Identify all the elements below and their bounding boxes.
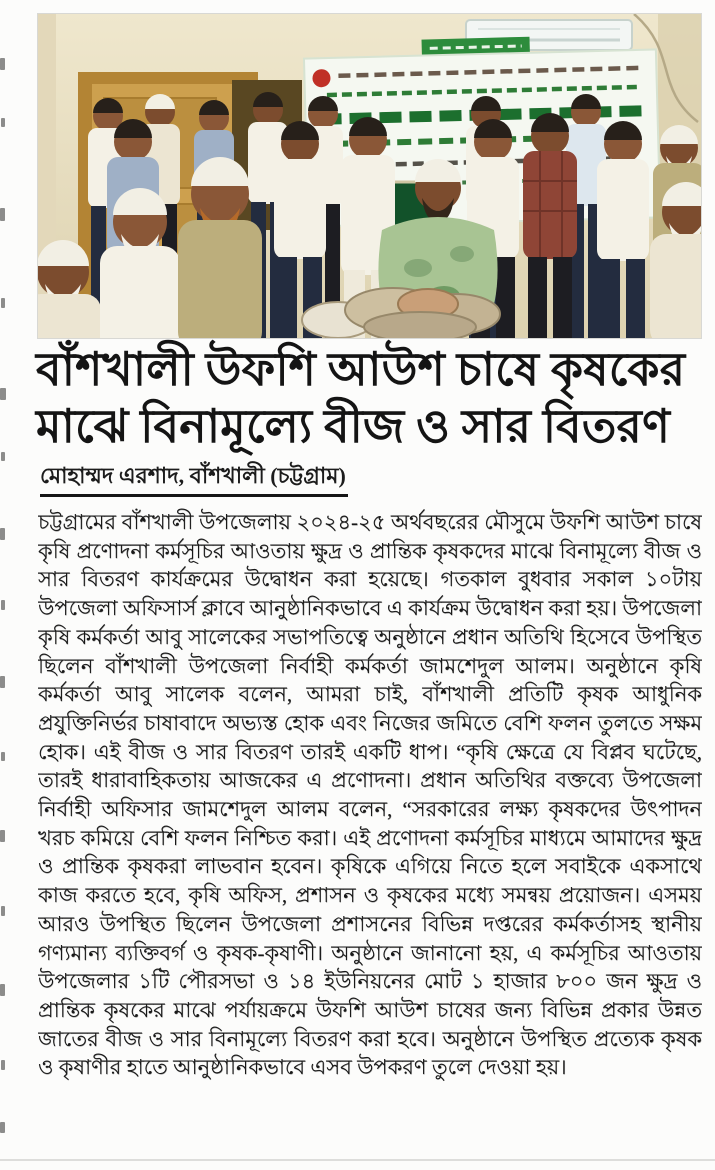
article-body: চট্টগ্রামের বাঁশখালী উপজেলায় ২০২৪-২৫ অর্থবছরের মৌসুমে উফশি আউশ চাষে কৃষি প্রণোদনা কর্মসূচির আওতায় ক্ষুদ্র ও প্রান্তিক কৃষকদের মাঝে বিনামূল্যে বীজ ও সার বিতরণ কার্যক্রমের উদ্বোধন করা হয়েছে। গতকাল বুধবার সকাল ১০টায় উপজেলা অফিসার্স ক্লাবে আনুষ্ঠানিকভাবে এ কার্যক্রম উদ্বোধন করা হয়। উপজেলা কৃষি কর্মকর্তা আবু সালেকের সভাপতিত্বে অনুষ্ঠানে প্রধান অতিথি হিসেবে উপস্থিত ছিলেন বাঁশখালী উপজেলা নির্বাহী কর্মকর্তা জামশেদুল আলম। অনুষ্ঠানে কৃষি কর্মকর্তা আবু সালেক বলেন, আমরা চাই, বাঁশখালী প্রতিটি কৃষক আধুনিক প্রযুক্তিনির্ভর চাষাবাদে অভ্যস্ত হোক এবং নিজের জমিতে বেশি ফলন তুলতে সক্ষম হোক। এই বীজ ও সার বিতরণ তারই একটি ধাপ। “কৃষি ক্ষেত্রে যে বিপ্লব ঘটেছে, তারই ধারাবাহিকতায় আজকের এ প্রণোদনা। প্রধান অতিথির বক্তব্যে উপজেলা নির্বাহী অফিসার জামশেদুল আলম বলেন, “সরকারের লক্ষ্য কৃষকদের উৎপাদন খরচ কমিয়ে বেশি ফলন নিশ্চিত করা। এই প্রণোদনা কর্মসূচির মাধ্যমে আমাদের ক্ষুদ্র ও প্রান্তিক কৃষকরা লাভবান হবেন। কৃষিকে এগিয়ে নিতে হলে সবাইকে একসাথে কাজ করতে হবে, কৃষি অফিস, প্রশাসন ও কৃষকের মধ্যে সমন্বয় প্রয়োজন। এসময় আরও উপস্থিত ছিলেন উপজেলা প্রশাসনের বিভিন্ন দপ্তরের কর্মকর্তাসহ স্থানীয় গণ্যমান্য ব্যক্তিবর্গ ও কৃষক-কৃষাণী। অনুষ্ঠানে জানানো হয়, এ কর্মসূচির আওতায় উপজেলার ১টি পৌরসভা ও ১৪ ইউনিয়নের মোট ১ হাজার ৮০০ জন ক্ষুদ্র ও প্রান্তিক কৃষকের মাঝে পর্যায়ক্রমে উফশি আউশ চাষের জন্য বিভিন্ন প্রকার উন্নত জাতের বীজ ও সার বিনামূল্যে বিতরণ করা হবে। অনুষ্ঠানে উপস্থিত প্রত্যেক কৃষক ও কৃষাণীর হাতে আনুষ্ঠানিকভাবে এসব উপকরণ তুলে দেওয়া হয়। [38,510,702,1080]
photo-illustration [38,14,701,338]
headline-line-2: মাঝে বিনামূল্যে বীজ ও সার বিতরণ [36,401,671,452]
byline: মোহাম্মদ এরশাদ, বাঁশখালী (চট্টগ্রাম) [40,463,346,488]
byline-divider [40,494,348,497]
article-photo [38,14,701,338]
bottom-scan-line [0,1159,715,1161]
article-headline [36,341,703,455]
headline-line-1: বাঁশখালী উফশি আউশ চাষে কৃষকের [36,344,686,395]
